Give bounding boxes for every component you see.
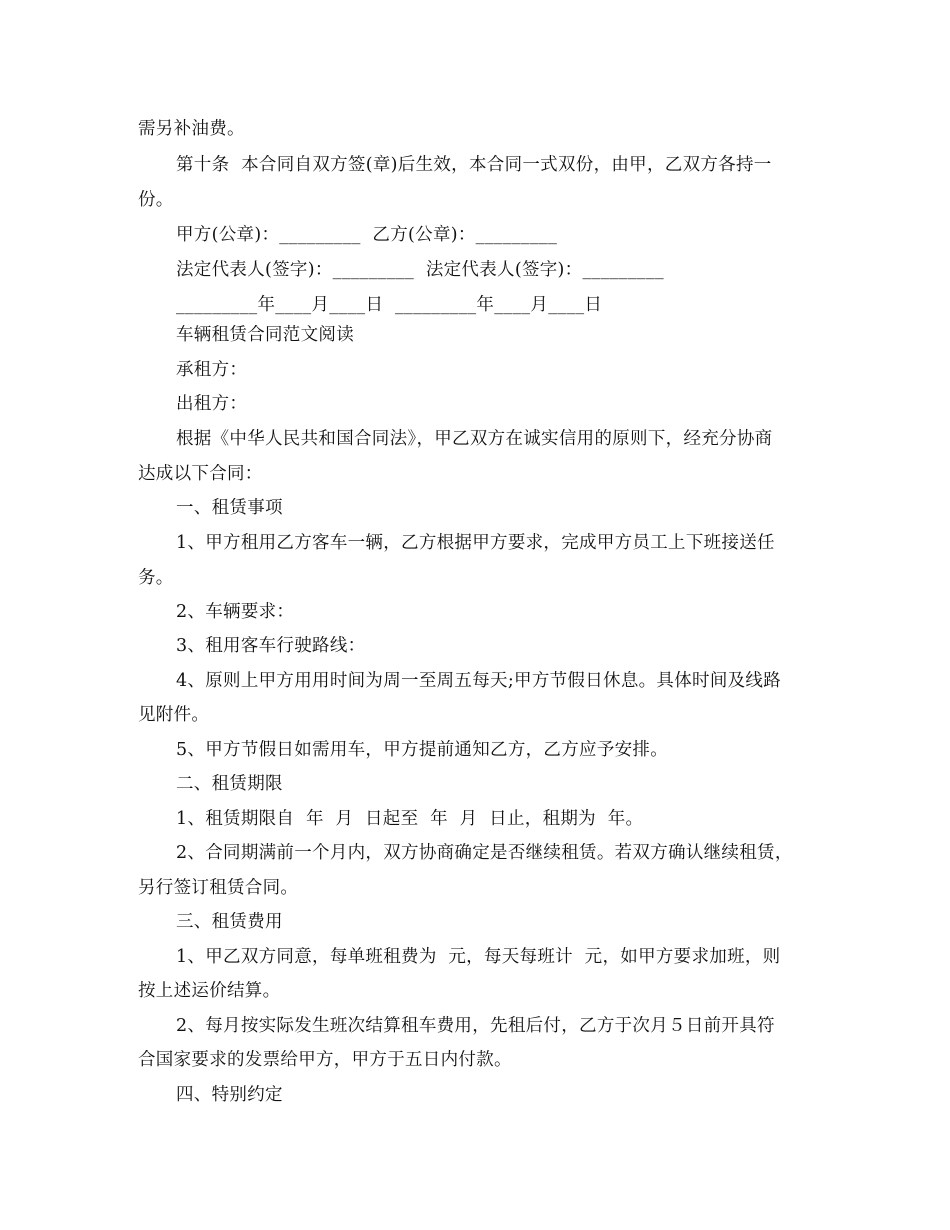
signature-line-seal: 甲方(公章)：_________ 乙方(公章)：_________ [176, 225, 558, 245]
text-line: 务。 [138, 568, 174, 588]
text-line: 需另补油费。 [138, 119, 245, 139]
section-heading: 四、特别约定 [176, 1085, 283, 1105]
text-line: 按上述运价结算。 [138, 981, 281, 1001]
text-line: 5、甲方节假日如需用车，甲方提前通知乙方，乙方应予安排。 [176, 740, 669, 760]
text-line: 见附件。 [138, 705, 210, 725]
text-line: 1、甲乙双方同意，每单班租费为 元，每天每班计 元，如甲方要求加班，则 [176, 947, 781, 967]
text-line: 承租方： [176, 360, 248, 380]
text-line: 2、合同期满前一个月内，双方协商确定是否继续租赁。若双方确认继续租赁， [176, 843, 793, 863]
text-line: 4、原则上甲方用用时间为周一至周五每天;甲方节假日休息。具体时间及线路 [176, 671, 782, 691]
text-line: 1、租赁期限自 年 月 日起至 年 月 日止，租期为 年。 [176, 809, 644, 829]
text-line: 合国家要求的发票给甲方，甲方于五日内付款。 [138, 1050, 512, 1070]
text-line: 2、车辆要求： [176, 602, 295, 622]
signature-line-representative: 法定代表人(签字)：_________ 法定代表人(签字)：_________ [176, 260, 664, 280]
text-line: 1、甲方租用乙方客车一辆，乙方根据甲方要求，完成甲方员工上下班接送任 [176, 533, 775, 553]
text-line: 根据《中华人民共和国合同法》，甲乙双方在诚实信用的原则下，经充分协商 [176, 429, 773, 449]
text-line: 达成以下合同： [138, 464, 263, 484]
section-heading: 一、租赁事项 [176, 498, 283, 518]
text-line: 2、每月按实际发生班次结算租车费用，先租后付，乙方于次月５日前开具符 [176, 1016, 775, 1036]
text-line: 3、租用客车行驶路线： [176, 636, 366, 656]
text-line: 另行签订租赁合同。 [138, 878, 299, 898]
signature-line-date: _________年____月____日 _________年____月____日 [176, 295, 603, 315]
text-line: 出租方： [176, 394, 248, 414]
section-heading: 二、租赁期限 [176, 774, 283, 794]
text-line: 份。 [138, 190, 174, 210]
section-heading: 三、租赁费用 [176, 912, 283, 932]
text-line: 第十条 本合同自双方签(章)后生效，本合同一式双份，由甲，乙双方各持一 [176, 155, 772, 175]
document-title: 车辆租赁合同范文阅读 [176, 325, 354, 345]
